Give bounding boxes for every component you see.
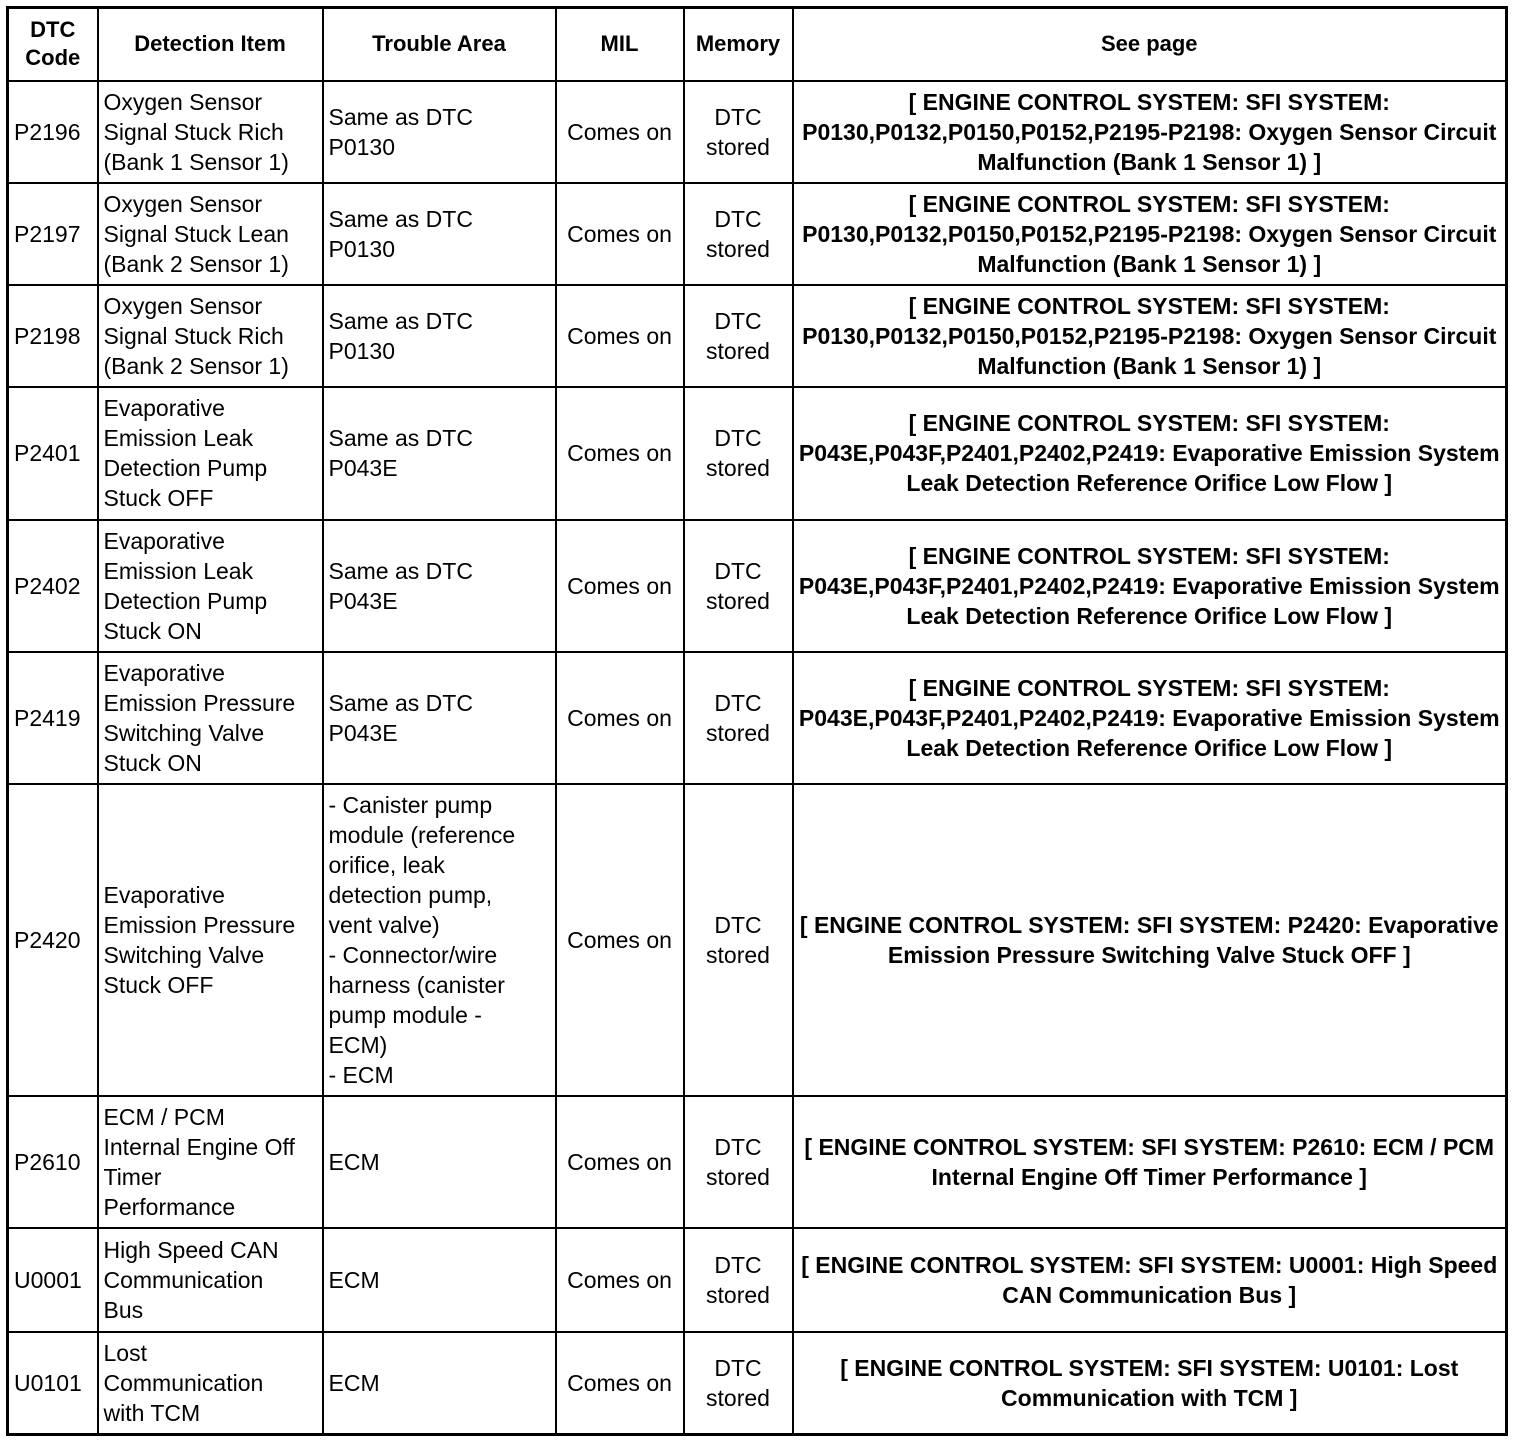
header-row: [8, 8, 1507, 81]
trouble-area-cell: Same as DTC P0130: [323, 183, 556, 285]
detection-item-cell: Oxygen Sensor Signal Stuck Rich (Bank 1 Sensor 1): [98, 81, 323, 183]
dtc-code-cell: P2197: [8, 183, 98, 285]
detection-item-cell: ECM / PCM Internal Engine Off Timer Performance: [98, 1096, 323, 1228]
trouble-area-cell: Same as DTC P043E: [323, 520, 556, 652]
dtc-code-cell: P2196: [8, 81, 98, 183]
see-page-link[interactable]: [ ENGINE CONTROL SYSTEM: SFI SYSTEM: U0101: Lost Communication with TCM ]: [793, 1332, 1507, 1435]
see-page-link[interactable]: [ ENGINE CONTROL SYSTEM: SFI SYSTEM: U0001: High Speed CAN Communication Bus ]: [793, 1228, 1507, 1332]
see-page-link[interactable]: [ ENGINE CONTROL SYSTEM: SFI SYSTEM: P043E,P043F,P2401,P2402,P2419: Evaporative Emission System Leak Detection Reference Orifice Low Flow ]: [793, 520, 1507, 652]
dtc-code-cell: U0001: [8, 1228, 98, 1332]
memory-cell: DTC stored: [684, 285, 793, 387]
detection-item-cell: Evaporative Emission Leak Detection Pump Stuck ON: [98, 520, 323, 652]
see-page-link[interactable]: [ ENGINE CONTROL SYSTEM: SFI SYSTEM: P0130,P0132,P0150,P0152,P2195-P2198: Oxygen Sensor Circuit Malfunction (Bank 1 Sensor 1) ]: [793, 285, 1507, 387]
trouble-area-cell: Same as DTC P0130: [323, 81, 556, 183]
detection-item-cell: Evaporative Emission Pressure Switching Valve Stuck OFF: [98, 784, 323, 1096]
header-detection-item: Detection Item: [98, 8, 323, 81]
dtc-code-cell: P2401: [8, 387, 98, 520]
header-memory: Memory: [684, 8, 793, 81]
memory-cell: DTC stored: [684, 1228, 793, 1332]
see-page-link[interactable]: [ ENGINE CONTROL SYSTEM: SFI SYSTEM: P2420: Evaporative Emission Pressure Switching Valve Stuck OFF ]: [793, 784, 1507, 1096]
mil-cell: Comes on: [556, 387, 684, 520]
trouble-area-cell: Same as DTC P043E: [323, 652, 556, 784]
detection-item-cell: Lost Communication with TCM: [98, 1332, 323, 1435]
see-page-link[interactable]: [ ENGINE CONTROL SYSTEM: SFI SYSTEM: P043E,P043F,P2401,P2402,P2419: Evaporative Emission System Leak Detection Reference Orifice Low Flow ]: [793, 387, 1507, 520]
trouble-area-cell: ECM: [323, 1228, 556, 1332]
memory-cell: DTC stored: [684, 183, 793, 285]
table-row: [8, 81, 1507, 183]
detection-item-cell: Oxygen Sensor Signal Stuck Rich (Bank 2 Sensor 1): [98, 285, 323, 387]
detection-item-cell: Evaporative Emission Pressure Switching Valve Stuck ON: [98, 652, 323, 784]
mil-cell: Comes on: [556, 652, 684, 784]
see-page-link[interactable]: [ ENGINE CONTROL SYSTEM: SFI SYSTEM: P043E,P043F,P2401,P2402,P2419: Evaporative Emission System Leak Detection Reference Orifice Low Flow ]: [793, 652, 1507, 784]
mil-cell: Comes on: [556, 1332, 684, 1435]
see-page-link[interactable]: [ ENGINE CONTROL SYSTEM: SFI SYSTEM: P0130,P0132,P0150,P0152,P2195-P2198: Oxygen Sensor Circuit Malfunction (Bank 1 Sensor 1) ]: [793, 81, 1507, 183]
mil-cell: Comes on: [556, 784, 684, 1096]
mil-cell: Comes on: [556, 81, 684, 183]
mil-cell: Comes on: [556, 183, 684, 285]
memory-cell: DTC stored: [684, 387, 793, 520]
memory-cell: DTC stored: [684, 81, 793, 183]
dtc-code-cell: U0101: [8, 1332, 98, 1435]
detection-item-cell: Oxygen Sensor Signal Stuck Lean (Bank 2 Sensor 1): [98, 183, 323, 285]
header-dtc-code: DTC Code: [8, 8, 98, 81]
memory-cell: DTC stored: [684, 1332, 793, 1435]
memory-cell: DTC stored: [684, 652, 793, 784]
memory-cell: DTC stored: [684, 1096, 793, 1228]
table-row: [8, 387, 1507, 520]
detection-item-cell: High Speed CAN Communication Bus: [98, 1228, 323, 1332]
table-row: [8, 1332, 1507, 1435]
dtc-code-cell: P2420: [8, 784, 98, 1096]
trouble-area-cell: Same as DTC P0130: [323, 285, 556, 387]
dtc-code-cell: P2198: [8, 285, 98, 387]
mil-cell: Comes on: [556, 520, 684, 652]
table-row: [8, 1228, 1507, 1332]
see-page-link[interactable]: [ ENGINE CONTROL SYSTEM: SFI SYSTEM: P0130,P0132,P0150,P0152,P2195-P2198: Oxygen Sensor Circuit Malfunction (Bank 1 Sensor 1) ]: [793, 183, 1507, 285]
dtc-code-cell: P2402: [8, 520, 98, 652]
header-see-page: See page: [793, 8, 1507, 81]
memory-cell: DTC stored: [684, 520, 793, 652]
table-row: [8, 652, 1507, 784]
see-page-link[interactable]: [ ENGINE CONTROL SYSTEM: SFI SYSTEM: P2610: ECM / PCM Internal Engine Off Timer Performance ]: [793, 1096, 1507, 1228]
header-mil: MIL: [556, 8, 684, 81]
header-trouble-area: Trouble Area: [323, 8, 556, 81]
table-row: [8, 285, 1507, 387]
table-row: [8, 1096, 1507, 1228]
table-row: [8, 784, 1507, 1096]
trouble-area-cell: Same as DTC P043E: [323, 387, 556, 520]
dtc-table: [6, 6, 1508, 1436]
dtc-code-cell: P2419: [8, 652, 98, 784]
trouble-area-cell: ECM: [323, 1096, 556, 1228]
table-row: [8, 520, 1507, 652]
mil-cell: Comes on: [556, 285, 684, 387]
detection-item-cell: Evaporative Emission Leak Detection Pump Stuck OFF: [98, 387, 323, 520]
memory-cell: DTC stored: [684, 784, 793, 1096]
table-row: [8, 183, 1507, 285]
trouble-area-cell: ECM: [323, 1332, 556, 1435]
dtc-code-cell: P2610: [8, 1096, 98, 1228]
mil-cell: Comes on: [556, 1096, 684, 1228]
trouble-area-cell: - Canister pump module (reference orifice, leak detection pump, vent valve) - Connector/wire harness (canister pump module - ECM) - ECM: [323, 784, 556, 1096]
mil-cell: Comes on: [556, 1228, 684, 1332]
